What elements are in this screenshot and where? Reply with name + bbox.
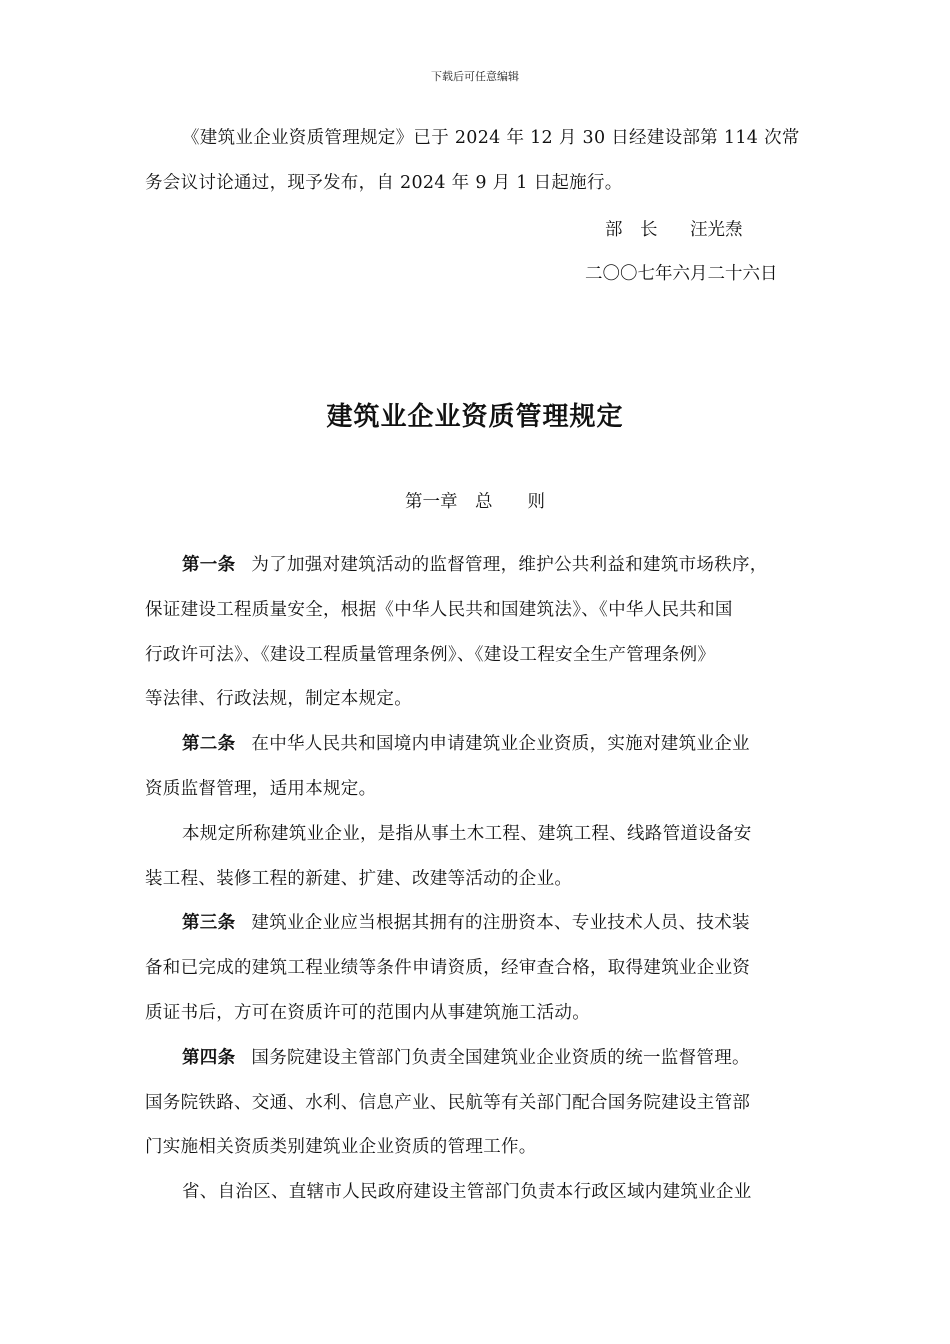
article-line xyxy=(182,911,810,935)
chapter-title: 第一章 总 则 xyxy=(405,492,545,512)
article-line: 省、自治区、直辖市人民政府建设主管部门负责本行政区域内建筑业企业 xyxy=(182,1182,752,1202)
article-text: 在中华人民共和国境内申请建筑业企业资质，实施对建筑业企业 xyxy=(251,734,750,754)
article-line: 资质监督管理，适用本规定。 xyxy=(145,779,377,799)
signature-name: 汪光焘 xyxy=(690,220,743,240)
article-line: 备和已完成的建筑工程业绩等条件申请资质，经审查合格，取得建筑业企业资 xyxy=(145,958,751,978)
article-label: 第四条 xyxy=(182,1048,236,1068)
article-text: 国务院建设主管部门负责全国建筑业企业资质的统一监督管理。 xyxy=(251,1048,750,1068)
article-line: 国务院铁路、交通、水利、信息产业、民航等有关部门配合国务院建设主管部 xyxy=(145,1093,751,1113)
article-line xyxy=(182,1046,810,1070)
article-line: 行政许可法》、《建设工程质量管理条例》、《建设工程安全生产管理条例》 xyxy=(145,645,716,665)
signature-role: 部 长 xyxy=(605,220,658,240)
document-title: 建筑业企业资质管理规定 xyxy=(326,402,624,432)
article-line: 保证建设工程质量安全，根据《中华人民共和国建筑法》、《中华人民共和国 xyxy=(145,600,733,620)
article-label: 第二条 xyxy=(182,734,236,754)
article-line: 装工程、装修工程的新建、扩建、改建等活动的企业。 xyxy=(145,869,573,889)
article-line: 本规定所称建筑业企业，是指从事土木工程、建筑工程、线路管道设备安 xyxy=(182,824,752,844)
article-text: 为了加强对建筑活动的监督管理，维护公共利益和建筑市场秩序， xyxy=(251,555,768,575)
article-line: 门实施相关资质类别建筑业企业资质的管理工作。 xyxy=(145,1137,537,1157)
article-line xyxy=(182,553,810,577)
article-line: 等法律、行政法规，制定本规定。 xyxy=(145,689,412,709)
signature-date: 二〇〇七年六月二十六日 xyxy=(585,264,778,284)
article-line: 质证书后，方可在资质许可的范围内从事建筑施工活动。 xyxy=(145,1003,590,1023)
intro-line: 务会议讨论通过，现予发布，自 2024 年 9 月 1 日起施行。 xyxy=(145,173,623,193)
article-label: 第三条 xyxy=(182,913,236,933)
intro-line: 《建筑业企业资质管理规定》已于 2024 年 12 月 30 日经建设部第 114 次常 xyxy=(182,128,800,148)
header-note: 下载后可任意编辑 xyxy=(431,70,519,83)
article-line xyxy=(182,732,810,756)
article-text: 建筑业企业应当根据其拥有的注册资本、专业技术人员、技术装 xyxy=(251,913,750,933)
article-label: 第一条 xyxy=(182,555,236,575)
